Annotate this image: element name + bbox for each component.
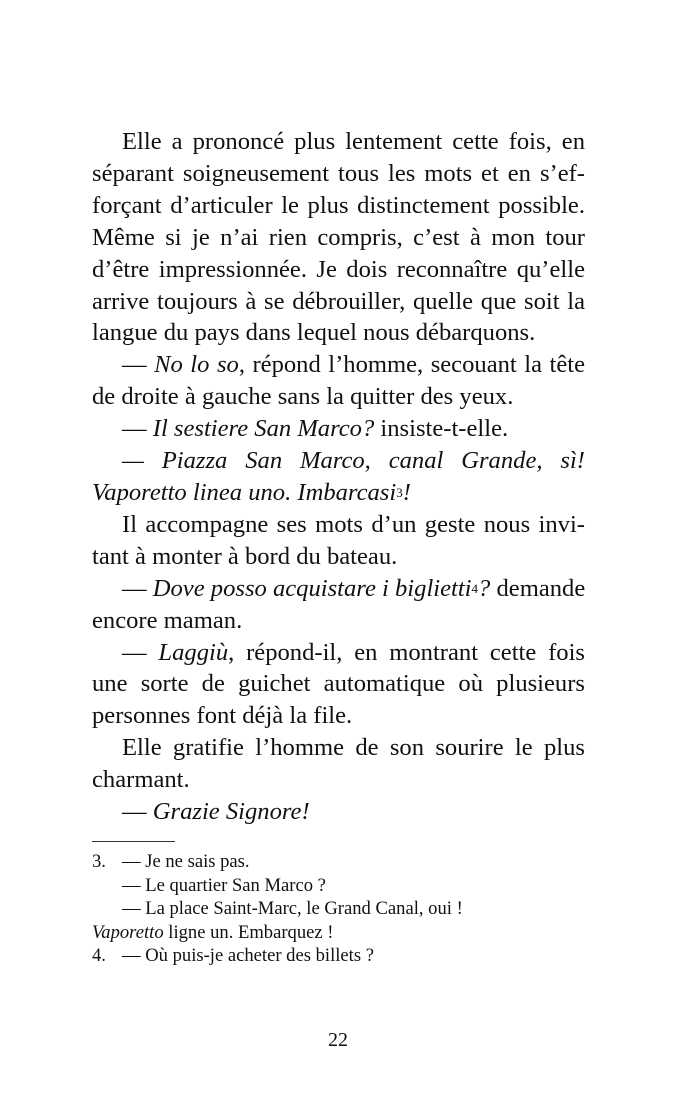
paragraph-2-line-2: de droite à gauche sans la quitter des yeux.	[92, 383, 514, 411]
italic-exclamation: !	[402, 478, 411, 506]
body-text	[92, 126, 585, 828]
paragraph-3-line-1	[92, 413, 585, 445]
footnote-ref-3: 3	[396, 484, 403, 500]
footnote-3-line-4	[92, 921, 585, 945]
footnote-3-italic-word: Vaporetto	[92, 921, 164, 943]
paragraph-6-line-1-rest: demande	[490, 574, 586, 602]
italic-italian-thanks: Grazie Signore!	[152, 798, 310, 826]
paragraph-3-line-1-rest: insiste-t-elle.	[374, 415, 509, 443]
footnote-4-text-1: — Où puis-je acheter des billets ?	[122, 945, 374, 967]
paragraph-4-line-1	[92, 445, 585, 477]
paragraph-7-line-1-rest: , répond-il, en montrant cette fois	[228, 638, 585, 666]
paragraph-7-line-1	[92, 637, 585, 669]
paragraph-5-line-2: tant à monter à bord du bateau.	[92, 542, 398, 570]
paragraph-1-line-4: Même si je n’ai rien compris, c’est à mon tour	[92, 223, 585, 251]
footnote-4-line-1	[92, 944, 585, 968]
paragraph-2-line-1-rest: , répond l’homme, secouant la tête	[238, 351, 585, 379]
paragraph-7-line-2: une sorte de guichet automatique où plusieurs	[92, 670, 585, 698]
paragraph-6-line-2: encore maman.	[92, 606, 243, 634]
paragraph-6-line-1	[92, 573, 585, 605]
paragraph-5-line-1: Il accompagne ses mots d’un geste nous invi-	[122, 510, 585, 538]
footnote-3-line-4-rest: ligne un. Embarquez !	[163, 921, 334, 943]
footnote-divider	[92, 841, 175, 842]
dialogue-dash: —	[122, 351, 155, 379]
footnote-3-text-1: — Je ne sais pas.	[122, 851, 250, 872]
paragraph-4-line-2	[92, 477, 585, 509]
paragraph-2-line-1	[92, 349, 585, 381]
italic-spanish-phrase: No lo so	[154, 351, 239, 379]
paragraph-8-line-1: Elle gratifie l’homme de son sourire le plus	[122, 734, 585, 762]
footnote-3-line-2: — Le quartier San Marco ?	[122, 874, 326, 896]
paragraph-9-line-1	[92, 796, 585, 828]
footnotes	[92, 850, 585, 968]
footnote-3-line-1	[92, 850, 585, 874]
dialogue-dash: —	[122, 415, 153, 443]
footnote-4-number: 4.	[92, 945, 106, 967]
dialogue-dash: —	[122, 574, 153, 602]
italic-question-mark: ?	[478, 574, 491, 602]
paragraph-8-line-2: charmant.	[92, 766, 190, 794]
paragraph-1-line-6: arrive toujours à se débrouiller, quelle que soit la	[92, 287, 585, 315]
footnote-3-number: 3.	[92, 851, 106, 872]
italic-italian-reply-cont: Vaporetto linea uno. Imbarcasi	[92, 478, 397, 506]
footnote-3-line-3: — La place Saint-Marc, le Grand Canal, oui !	[122, 898, 463, 920]
paragraph-1-line-2: séparant soigneusement tous les mots et en s’ef-	[92, 159, 585, 187]
italic-italian-reply: — Piazza San Marco, canal Grande, sì!	[122, 447, 585, 475]
footnote-ref-4: 4	[471, 580, 479, 596]
paragraph-1-line-7: langue du pays dans lequel nous débarquons.	[92, 319, 536, 347]
paragraph-1-line-1: Elle a prononcé plus lentement cette fois, en	[122, 128, 585, 155]
italic-italian-word: Laggiù	[158, 638, 229, 666]
paragraph-1-line-5: d’être impressionnée. Je dois reconnaître qu’elle	[92, 255, 585, 283]
paragraph-7-line-3: personnes font déjà la file.	[92, 702, 353, 730]
paragraph-1-line-3: forçant d’articuler le plus distinctement possible.	[92, 191, 585, 219]
dialogue-dash: —	[122, 638, 159, 666]
italic-italian-question-2: Dove posso acquistare i biglietti	[152, 574, 472, 602]
italic-italian-question: Il sestiere San Marco?	[152, 415, 375, 443]
dialogue-dash: —	[122, 798, 153, 826]
page-number: 22	[328, 1029, 348, 1051]
